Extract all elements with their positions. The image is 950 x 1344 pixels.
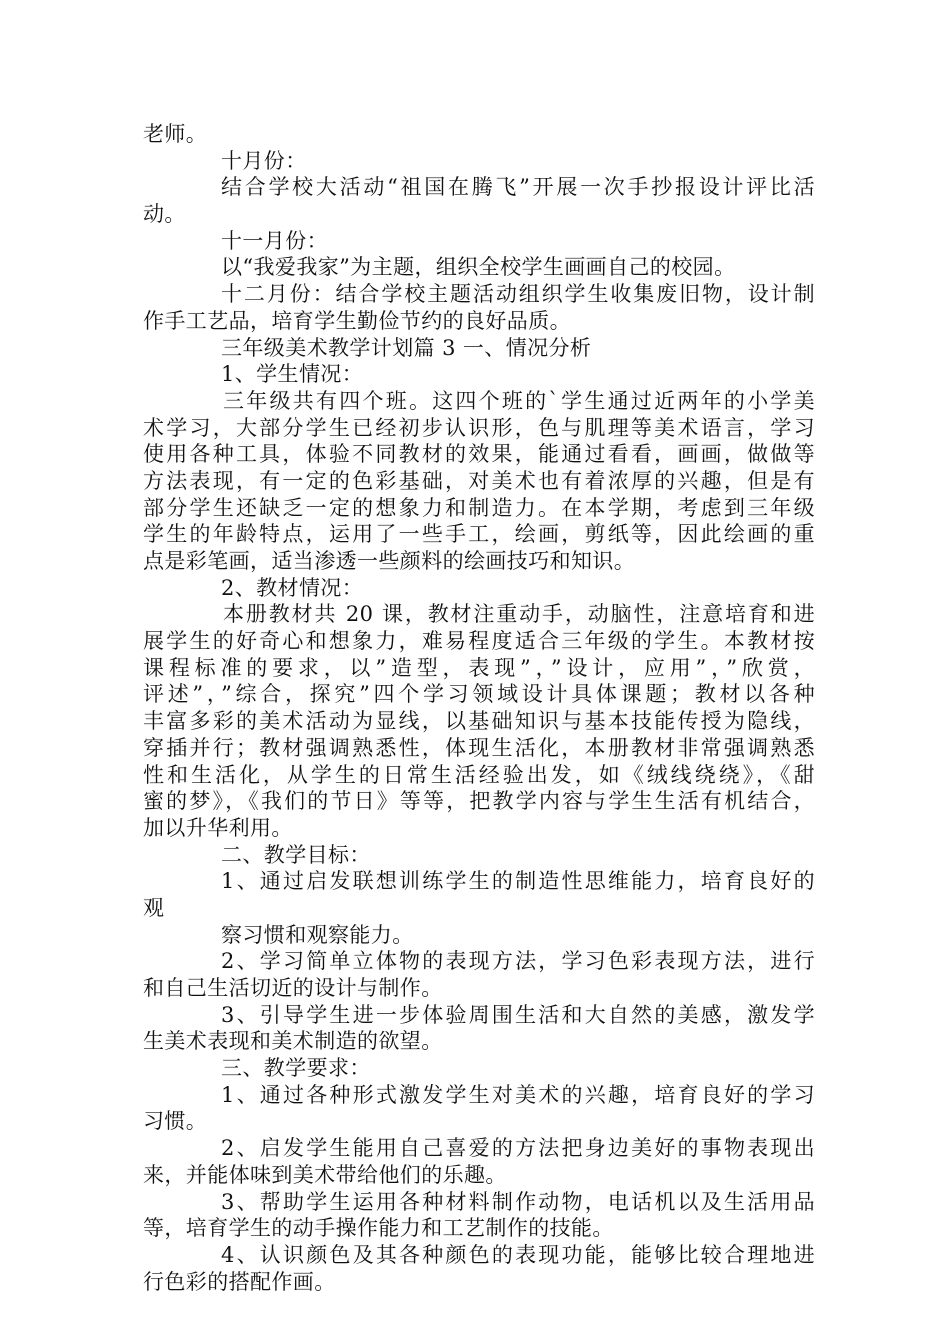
text-line: 1、通过各种形式激发学生对美术的兴趣，培育良好的学习 xyxy=(221,1082,815,1107)
section-heading: 二、教学目标： xyxy=(221,842,371,867)
text-line: 动。 xyxy=(143,202,186,227)
text-line: 2、启发学生能用自己喜爱的方法把身边美好的事物表现出 xyxy=(221,1136,815,1161)
subsection-heading: 2、教材情况： xyxy=(221,575,364,600)
text-line: 部分学生还缺乏一定的想象力和制造力。在本学期，考虑到三年级 xyxy=(143,495,815,520)
section-heading: 三、教学要求： xyxy=(221,1056,371,1081)
text-line: 三年级共有四个班。这四个班的`学生通过近两年的小学美 xyxy=(223,388,815,413)
text-line: 点是彩笔画，适当渗透一些颜料的绘画技巧和知识。 xyxy=(143,549,636,573)
text-line: 学生的年龄特点，运用了一些手工，绘画，剪纸等，因此绘画的重 xyxy=(143,522,815,547)
text-line: 性和生活化，从学生的日常生活经验出发，如《绒线绕绕》，《甜 xyxy=(143,762,815,787)
text-line: 课程标准的要求，以”造型，表现”，”设计，应用”，”欣赏， xyxy=(143,655,815,680)
text-line: 本册教材共 20 课，教材注重动手，动脑性，注意培育和进 xyxy=(223,602,815,627)
text-line: 丰富多彩的美术活动为显线，以基础知识与基本技能传授为隐线， xyxy=(143,709,815,734)
text-line: 3、帮助学生运用各种材料制作动物，电话机以及生活用品 xyxy=(221,1189,815,1214)
text-line: 观 xyxy=(143,895,165,920)
text-line: 察习惯和观察能力。 xyxy=(221,922,414,947)
section-heading: 三年级美术教学计划篇 3 一、情况分析 xyxy=(221,335,592,360)
text-line: 加以升华利用。 xyxy=(143,815,293,840)
text-line: 穿插并行；教材强调熟悉性，体现生活化，本册教材非常强调熟悉 xyxy=(143,735,815,760)
text-line: 评述”，”综合，探究”四个学习领域设计具体课题；教材以各种 xyxy=(143,682,815,707)
text-line: 行色彩的搭配作画。 xyxy=(143,1269,336,1294)
text-line: 十一月份： xyxy=(221,228,328,253)
text-line: 展学生的好奇心和想象力，难易程度适合三年级的学生。本教材按 xyxy=(143,629,815,654)
text-line: 习惯。 xyxy=(143,1109,208,1134)
text-line: 十月份： xyxy=(221,148,307,173)
text-line: 结合学校大活动“祖国在腾飞”开展一次手抄报设计评比活 xyxy=(221,175,815,200)
text-line: 使用各种工具，体验不同教材的效果，能通过看看，画画，做做等 xyxy=(143,442,815,467)
text-line: 4、认识颜色及其各种颜色的表现功能，能够比较合理地进 xyxy=(221,1242,815,1267)
subsection-heading: 1、学生情况： xyxy=(221,362,364,387)
text-line: 生美术表现和美术制造的欲望。 xyxy=(143,1029,443,1054)
text-line: 以“我爱我家”为主题，组织全校学生画画自己的校园。 xyxy=(221,255,736,280)
text-line: 1、通过启发联想训练学生的制造性思维能力，培育良好的 xyxy=(221,869,815,894)
text-line: 术学习，大部分学生已经初步认识形，色与肌理等美术语言，学习 xyxy=(143,415,815,440)
text-line: 来，并能体味到美术带给他们的乐趣。 xyxy=(143,1162,507,1187)
text-line: 作手工艺品，培育学生勤俭节约的良好品质。 xyxy=(143,308,571,333)
text-line: 蜜的梦》，《我们的节日》等等，把教学内容与学生生活有机结合， xyxy=(143,789,815,814)
text-line: 十二月份：结合学校主题活动组织学生收集废旧物，设计制 xyxy=(221,282,815,307)
text-line: 老师。 xyxy=(143,122,208,146)
document-body xyxy=(143,121,815,1295)
text-line: 3、引导学生进一步体验周围生活和大自然的美感，激发学 xyxy=(221,1002,815,1027)
text-line: 2、学习简单立体物的表现方法，学习色彩表现方法，进行 xyxy=(221,949,815,974)
text-line: 和自己生活切近的设计与制作。 xyxy=(143,976,443,1000)
text-line: 等，培育学生的动手操作能力和工艺制作的技能。 xyxy=(143,1216,614,1241)
text-line: 方法表现，有一定的色彩基础，对美术也有着浓厚的兴趣，但是有 xyxy=(143,468,815,493)
